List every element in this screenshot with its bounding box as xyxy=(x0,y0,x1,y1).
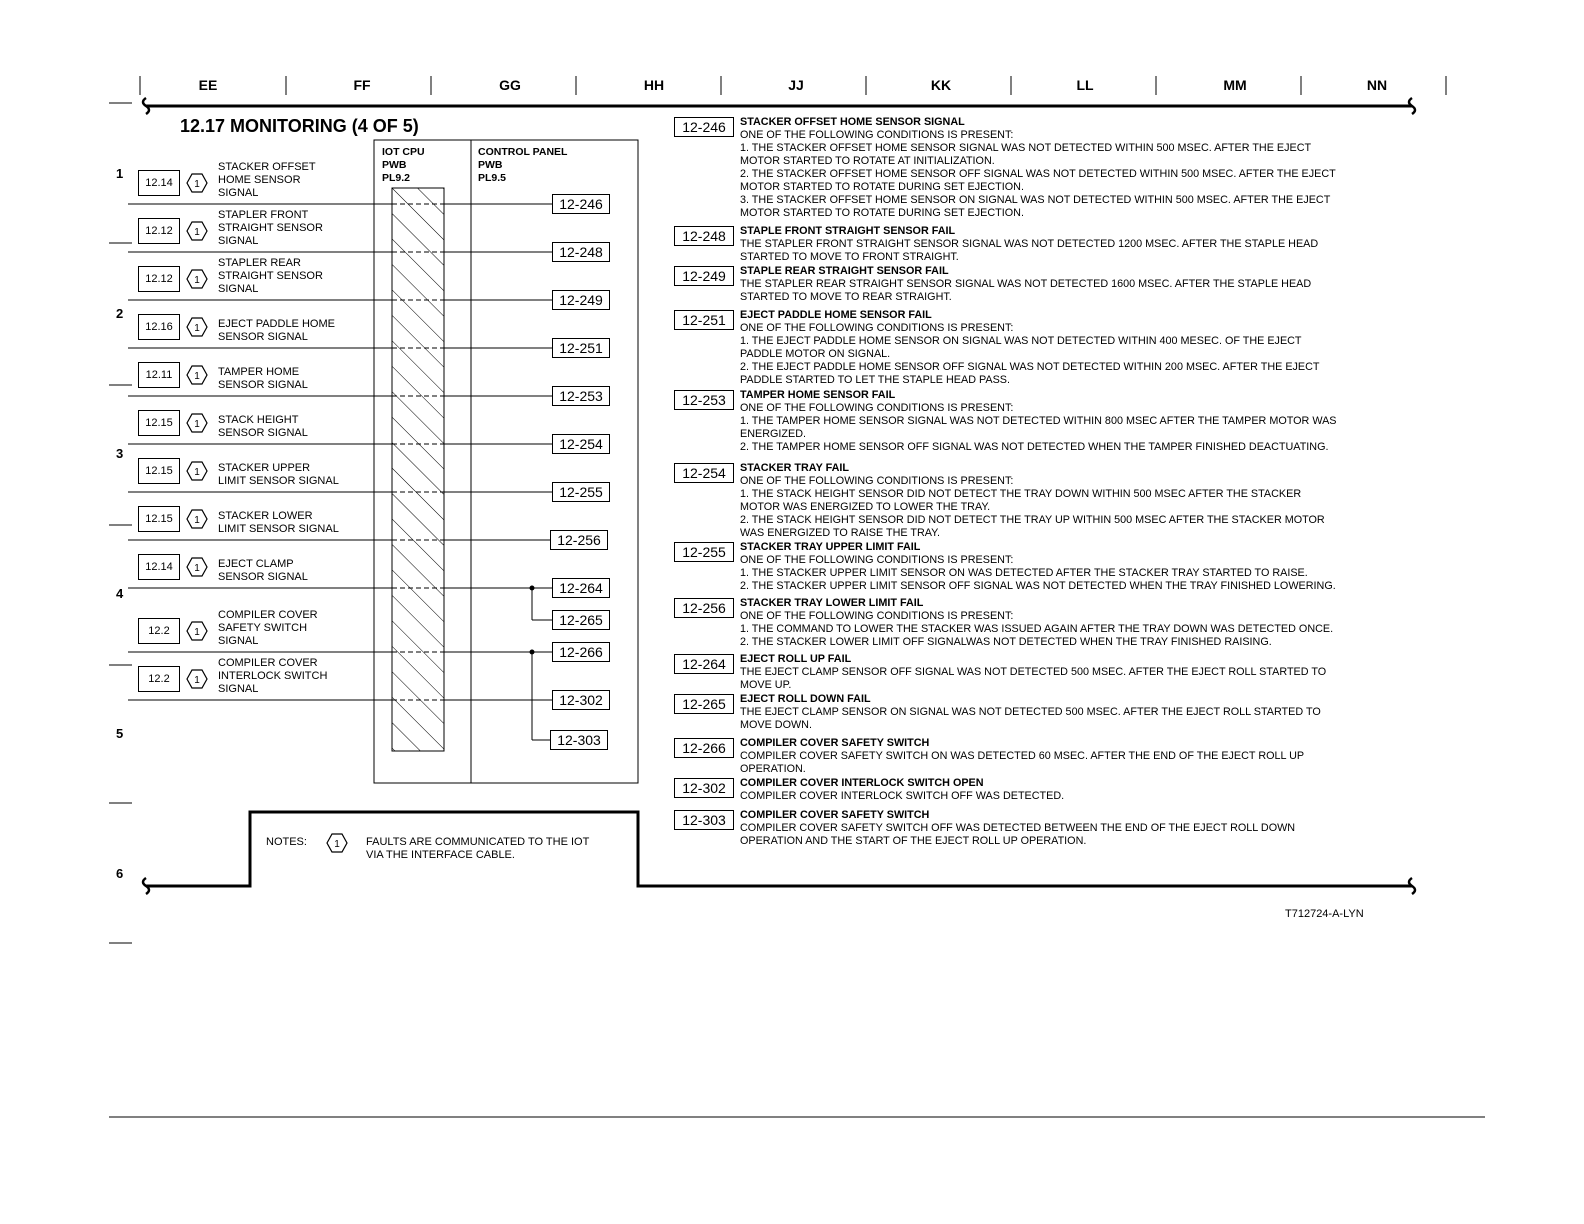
fault-hexagon-icon xyxy=(186,620,208,642)
signal-label: STACKER OFFSET HOME SENSOR SIGNAL xyxy=(218,161,316,199)
diagram-fault-code: 12-256 xyxy=(550,530,608,550)
fault-description xyxy=(740,116,1400,220)
fault-description xyxy=(740,693,1400,732)
fault-description xyxy=(740,389,1400,454)
column-label: MM xyxy=(1223,77,1247,93)
notes-hex-label: 1 xyxy=(334,839,340,850)
fault-description-line: MOVE DOWN. xyxy=(740,719,812,731)
fault-title: STACKER TRAY FAIL xyxy=(740,462,849,474)
fault-code-box: 12-303 xyxy=(674,810,734,830)
fault-hexagon-icon xyxy=(186,172,208,194)
diagram-fault-code: 12-265 xyxy=(552,610,610,630)
row-label: 5 xyxy=(116,726,124,741)
fault-description xyxy=(740,225,1400,264)
fault-description-line: THE EJECT CLAMP SENSOR ON SIGNAL WAS NOT DETECTED 500 MSEC. AFTER THE EJECT ROLL STARTED TO xyxy=(740,706,1321,718)
fault-description-line: THE EJECT CLAMP SENSOR OFF SIGNAL WAS NOT DETECTED 500 MSEC. AFTER THE EJECT ROLL STARTED TO xyxy=(740,666,1327,678)
fault-title: COMPILER COVER SAFETY SWITCH xyxy=(740,809,930,821)
fault-description-line: MOTOR STARTED TO ROTATE AT INITIALIZATION. xyxy=(740,155,995,167)
signal-label: STAPLER REAR STRAIGHT SENSOR SIGNAL xyxy=(218,257,323,295)
fault-code-box: 12-256 xyxy=(674,598,734,618)
fault-description xyxy=(740,309,1400,387)
diagram-fault-code: 12-303 xyxy=(550,730,608,750)
fault-description-line: 1. THE TAMPER HOME SENSOR SIGNAL WAS NOT DETECTED WITHIN 800 MSEC AFTER THE TAMPER MOTOR WAS xyxy=(740,415,1337,427)
fault-description-line: COMPILER COVER SAFETY SWITCH ON WAS DETECTED 60 MSEC. AFTER THE END OF THE EJECT ROLL UP xyxy=(740,750,1305,762)
fault-title: COMPILER COVER SAFETY SWITCH xyxy=(740,737,930,749)
fault-description-line: OPERATION AND THE START OF THE EJECT ROLL UP OPERATION. xyxy=(740,835,1087,847)
fault-description xyxy=(740,653,1400,692)
fault-hexagon-icon xyxy=(186,268,208,290)
hex-label: 1 xyxy=(194,275,200,286)
fault-hexagon-icon xyxy=(186,412,208,434)
fault-description-line: ONE OF THE FOLLOWING CONDITIONS IS PRESENT: xyxy=(740,129,1014,141)
signal-reference-box: 12.15 xyxy=(138,458,180,484)
fault-code-box: 12-248 xyxy=(674,226,734,246)
fault-code-box: 12-264 xyxy=(674,654,734,674)
column-label: EE xyxy=(198,77,218,93)
diagram-fault-code: 12-264 xyxy=(552,578,610,598)
signal-reference-box: 12.2 xyxy=(138,666,180,692)
fault-description-line: COMPILER COVER INTERLOCK SWITCH OFF WAS DETECTED. xyxy=(740,790,1065,802)
signal-reference-box: 12.16 xyxy=(138,314,180,340)
fault-description-line: 2. THE TAMPER HOME SENSOR OFF SIGNAL WAS NOT DETECTED WHEN THE TAMPER FINISHED DEACTUATING. xyxy=(740,441,1329,453)
column-label: KK xyxy=(930,77,952,93)
hex-label: 1 xyxy=(194,179,200,190)
fault-description-line: ONE OF THE FOLLOWING CONDITIONS IS PRESENT: xyxy=(740,475,1014,487)
fault-title: STACKER TRAY UPPER LIMIT FAIL xyxy=(740,541,921,553)
fault-description-line: OPERATION. xyxy=(740,763,806,775)
fault-description-line: STARTED TO MOVE TO REAR STRAIGHT. xyxy=(740,291,952,303)
fault-title: STACKER OFFSET HOME SENSOR SIGNAL xyxy=(740,116,965,128)
signal-reference-box: 12.12 xyxy=(138,266,180,292)
hex-label: 1 xyxy=(194,227,200,238)
fault-description-line: 1. THE STACK HEIGHT SENSOR DID NOT DETECT THE TRAY DOWN WITHIN 500 MSEC AFTER THE STACKER xyxy=(740,488,1302,500)
row-label: 2 xyxy=(116,306,124,321)
fault-title: STACKER TRAY LOWER LIMIT FAIL xyxy=(740,597,924,609)
signal-label: STACKER LOWER LIMIT SENSOR SIGNAL xyxy=(218,510,339,535)
hex-label: 1 xyxy=(194,563,200,574)
row-label: 4 xyxy=(116,586,124,601)
fault-code-box: 12-246 xyxy=(674,117,734,137)
diagram-fault-code: 12-266 xyxy=(552,642,610,662)
fault-code-box: 12-266 xyxy=(674,738,734,758)
fault-description-line: 2. THE STACKER UPPER LIMIT SENSOR OFF SIGNAL WAS NOT DETECTED WHEN THE TRAY FINISHED LOWERING. xyxy=(740,580,1336,592)
notes-label: NOTES: xyxy=(266,836,307,848)
fault-code-box: 12-265 xyxy=(674,694,734,714)
fault-description-line: MOTOR STARTED TO ROTATE DURING SET EJECTION. xyxy=(740,181,1024,193)
signal-reference-box: 12.14 xyxy=(138,554,180,580)
fault-code-box: 12-253 xyxy=(674,390,734,410)
row-label: 1 xyxy=(116,166,124,181)
signal-reference-box: 12.12 xyxy=(138,218,180,244)
page-title: 12.17 MONITORING (4 OF 5) xyxy=(180,116,419,136)
fault-description-line: ONE OF THE FOLLOWING CONDITIONS IS PRESENT: xyxy=(740,554,1014,566)
fault-description xyxy=(740,777,1400,803)
fault-description-line: 1. THE COMMAND TO LOWER THE STACKER WAS ISSUED AGAIN AFTER THE TRAY DOWN WAS DETECTED ONCE. xyxy=(740,623,1334,635)
fault-description-line: THE STAPLER FRONT STRAIGHT SENSOR SIGNAL WAS NOT DETECTED 1200 MSEC. AFTER THE STAPLE HEAD xyxy=(740,238,1319,250)
signal-label: TAMPER HOME SENSOR SIGNAL xyxy=(218,366,308,391)
fault-hexagon-icon xyxy=(326,832,348,854)
fault-hexagon-icon xyxy=(186,556,208,578)
hex-label: 1 xyxy=(194,627,200,638)
signal-label: STACK HEIGHT SENSOR SIGNAL xyxy=(218,414,308,439)
fault-description-line: 1. THE STACKER UPPER LIMIT SENSOR ON WAS DETECTED AFTER THE STACKER TRAY STARTED TO RAISE. xyxy=(740,567,1308,579)
fault-title: STAPLE FRONT STRAIGHT SENSOR FAIL xyxy=(740,225,956,237)
fault-description xyxy=(740,597,1400,649)
hex-label: 1 xyxy=(194,467,200,478)
fault-hexagon-icon xyxy=(186,508,208,530)
fault-description xyxy=(740,265,1400,304)
fault-title: EJECT PADDLE HOME SENSOR FAIL xyxy=(740,309,932,321)
hex-label: 1 xyxy=(194,371,200,382)
notes-text: FAULTS ARE COMMUNICATED TO THE IOT VIA THE INTERFACE CABLE. xyxy=(366,836,590,861)
fault-description-line: PADDLE MOTOR ON SIGNAL. xyxy=(740,348,891,360)
diagram-fault-code: 12-251 xyxy=(552,338,610,358)
iot-cpu-pwb-header: IOT CPU PWB PL9.2 xyxy=(382,146,425,184)
signal-reference-box: 12.15 xyxy=(138,506,180,532)
fault-description-line: ONE OF THE FOLLOWING CONDITIONS IS PRESENT: xyxy=(740,610,1014,622)
fault-description-line: WAS ENERGIZED TO RAISE THE TRAY. xyxy=(740,527,940,539)
diagram-fault-code: 12-249 xyxy=(552,290,610,310)
column-label: JJ xyxy=(788,77,804,93)
fault-description-line: ONE OF THE FOLLOWING CONDITIONS IS PRESENT: xyxy=(740,322,1014,334)
signal-reference-box: 12.2 xyxy=(138,618,180,644)
fault-description-line: 1. THE EJECT PADDLE HOME SENSOR ON SIGNAL WAS NOT DETECTED WITHIN 400 MESEC. OF THE EJECT xyxy=(740,335,1302,347)
diagram-fault-code: 12-255 xyxy=(552,482,610,502)
fault-description-line: 2. THE STACKER OFFSET HOME SENSOR OFF SIGNAL WAS NOT DETECTED WITHIN 500 MSEC. AFTER THE EJECT xyxy=(740,168,1336,180)
signal-label: STACKER UPPER LIMIT SENSOR SIGNAL xyxy=(218,462,339,487)
hex-label: 1 xyxy=(194,419,200,430)
fault-hexagon-icon xyxy=(186,364,208,386)
diagram-fault-code: 12-253 xyxy=(552,386,610,406)
fault-description-line: PADDLE STARTED TO LET THE STAPLE HEAD PASS. xyxy=(740,374,1011,386)
fault-description-line: THE STAPLER REAR STRAIGHT SENSOR SIGNAL WAS NOT DETECTED 1600 MSEC. AFTER THE STAPLE HEAD xyxy=(740,278,1312,290)
fault-description-line: 2. THE STACK HEIGHT SENSOR DID NOT DETECT THE TRAY UP WITHIN 500 MSEC AFTER THE STACKER MOTOR xyxy=(740,514,1325,526)
column-label: GG xyxy=(499,77,521,93)
fault-code-box: 12-255 xyxy=(674,542,734,562)
diagram-fault-code: 12-254 xyxy=(552,434,610,454)
hex-label: 1 xyxy=(194,675,200,686)
fault-description xyxy=(740,541,1400,593)
fault-title: COMPILER COVER INTERLOCK SWITCH OPEN xyxy=(740,777,984,789)
column-label: FF xyxy=(353,77,371,93)
fault-description xyxy=(740,809,1400,848)
column-label: HH xyxy=(643,77,665,93)
row-label: 6 xyxy=(116,866,124,881)
fault-description-line: 3. THE STACKER OFFSET HOME SENSOR ON SIGNAL WAS NOT DETECTED WITHIN 500 MSEC. AFTER THE EJECT xyxy=(740,194,1331,206)
fault-description-line: MOVE UP. xyxy=(740,679,792,691)
fault-description-line: ONE OF THE FOLLOWING CONDITIONS IS PRESENT: xyxy=(740,402,1014,414)
fault-description-line: 2. THE STACKER LOWER LIMIT OFF SIGNALWAS NOT DETECTED WHEN THE TRAY FINISHED RAISING. xyxy=(740,636,1272,648)
signal-label: EJECT PADDLE HOME SENSOR SIGNAL xyxy=(218,318,335,343)
fault-hexagon-icon xyxy=(186,668,208,690)
fault-description-line: 2. THE EJECT PADDLE HOME SENSOR OFF SIGNAL WAS NOT DETECTED WITHIN 200 MSEC. AFTER THE EJECT xyxy=(740,361,1320,373)
fault-title: EJECT ROLL DOWN FAIL xyxy=(740,693,871,705)
fault-description xyxy=(740,737,1400,776)
fault-title: EJECT ROLL UP FAIL xyxy=(740,653,852,665)
fault-description-line: 1. THE STACKER OFFSET HOME SENSOR SIGNAL WAS NOT DETECTED WITHIN 500 MSEC. AFTER THE EJECT xyxy=(740,142,1312,154)
fault-description-line: MOTOR WAS ENERGIZED TO LOWER THE TRAY. xyxy=(740,501,991,513)
signal-label: COMPILER COVER INTERLOCK SWITCH SIGNAL xyxy=(218,657,328,695)
signal-label: EJECT CLAMP SENSOR SIGNAL xyxy=(218,558,308,583)
fault-description-line: MOTOR STARTED TO ROTATE DURING SET EJECTION. xyxy=(740,207,1024,219)
fault-description-line: ENERGIZED. xyxy=(740,428,806,440)
signal-reference-box: 12.14 xyxy=(138,170,180,196)
signal-label: COMPILER COVER SAFETY SWITCH SIGNAL xyxy=(218,609,318,647)
diagram-fault-code: 12-248 xyxy=(552,242,610,262)
column-label: LL xyxy=(1076,77,1094,93)
fault-code-box: 12-254 xyxy=(674,463,734,483)
fault-hexagon-icon xyxy=(186,460,208,482)
hex-label: 1 xyxy=(194,515,200,526)
column-label: NN xyxy=(1366,77,1388,93)
hex-label: 1 xyxy=(194,323,200,334)
fault-hexagon-icon xyxy=(186,316,208,338)
fault-code-box: 12-302 xyxy=(674,778,734,798)
fault-code-box: 12-251 xyxy=(674,310,734,330)
diagram-fault-code: 12-246 xyxy=(552,194,610,214)
signal-reference-box: 12.15 xyxy=(138,410,180,436)
row-label: 3 xyxy=(116,446,124,461)
drawing-id: T712724-A-LYN xyxy=(1285,908,1364,920)
control-panel-pwb-header: CONTROL PANEL PWB PL9.5 xyxy=(478,146,568,184)
fault-description-line: COMPILER COVER SAFETY SWITCH OFF WAS DETECTED BETWEEN THE END OF THE EJECT ROLL DOWN xyxy=(740,822,1296,834)
fault-code-box: 12-249 xyxy=(674,266,734,286)
diagram-fault-code: 12-302 xyxy=(552,690,610,710)
signal-reference-box: 12.11 xyxy=(138,362,180,388)
signal-label: STAPLER FRONT STRAIGHT SENSOR SIGNAL xyxy=(218,209,323,247)
fault-description xyxy=(740,462,1400,540)
fault-title: STAPLE REAR STRAIGHT SENSOR FAIL xyxy=(740,265,949,277)
fault-title: TAMPER HOME SENSOR FAIL xyxy=(740,389,896,401)
fault-description-line: STARTED TO MOVE TO FRONT STRAIGHT. xyxy=(740,251,959,263)
fault-hexagon-icon xyxy=(186,220,208,242)
